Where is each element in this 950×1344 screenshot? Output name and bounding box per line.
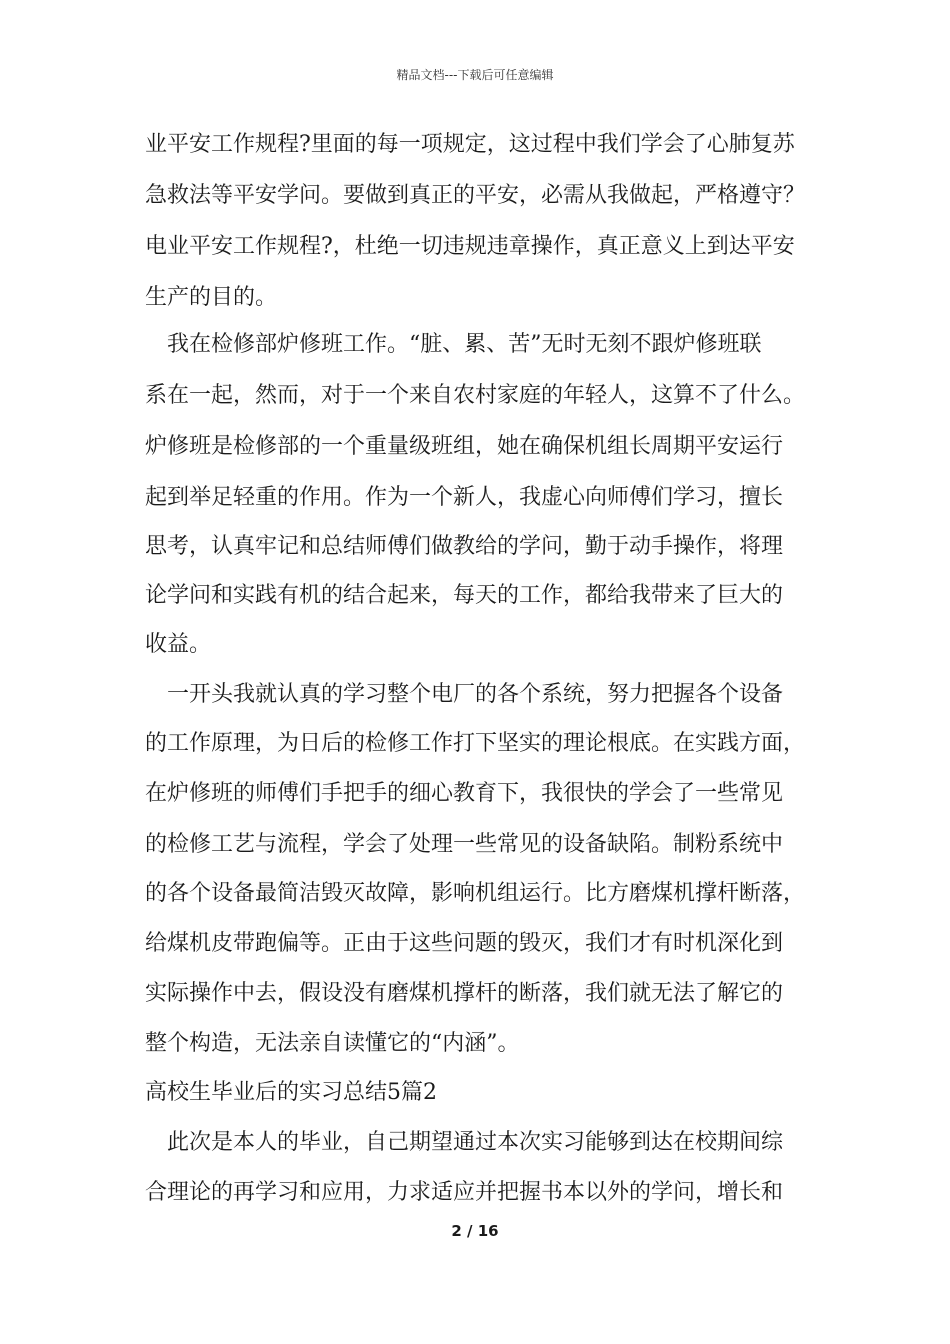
- body-line: 的检修工艺与流程，学会了处理一些常见的设备缺陷。制粉系统中: [145, 832, 784, 857]
- page-number: 2 / 16: [451, 1222, 499, 1240]
- body-line: 整个构造，无法亲自读懂它的“内涵”。: [145, 1031, 520, 1056]
- body-line: 业平安工作规程?里面的每一项规定，这过程中我们学会了心肺复苏: [145, 132, 795, 157]
- body-line: 炉修班是检修部的一个重量级班组，她在确保机组长周期平安运行: [145, 434, 784, 459]
- body-line: 给煤机皮带跑偏等。正由于这些问题的毁灭，我们才有时机深化到: [145, 931, 784, 956]
- body-line: 实际操作中去，假设没有磨煤机撑杆的断落，我们就无法了解它的: [145, 981, 784, 1006]
- body-line: 电业平安工作规程?，杜绝一切违规违章操作，真正意义上到达平安: [145, 234, 795, 259]
- body-line: 思考，认真牢记和总结师傅们做教给的学问，勤于动手操作，将理: [145, 534, 784, 559]
- body-line: 系在一起，然而，对于一个来自农村家庭的年轻人，这算不了什么。: [145, 383, 806, 408]
- body-line: 收益。: [145, 632, 212, 657]
- body-line: 的工作原理，为日后的检修工作打下坚实的理论根底。在实践方面，: [145, 731, 806, 756]
- body-line: 的各个设备最简洁毁灭故障，影响机组运行。比方磨煤机撑杆断落，: [145, 881, 806, 906]
- paragraph-start-line: 此次是本人的毕业，自己期望通过本次实习能够到达在校期间综: [167, 1130, 784, 1155]
- body-line: 急救法等平安学问。要做到真正的平安，必需从我做起，严格遵守？: [145, 183, 806, 208]
- paragraph-start-line: 我在检修部炉修班工作。“脏、累、苦”无时无刻不跟炉修班联: [167, 332, 762, 357]
- body-line: 生产的目的。: [145, 285, 278, 310]
- body-line: 合理论的再学习和应用，力求适应并把握书本以外的学问，增长和: [145, 1180, 784, 1205]
- body-line: 在炉修班的师傅们手把手的细心教育下，我很快的学会了一些常见: [145, 781, 784, 806]
- body-line: 论学问和实践有机的结合起来，每天的工作，都给我带来了巨大的: [145, 583, 784, 608]
- body-line: 起到举足轻重的作用。作为一个新人，我虚心向师傅们学习，擅长: [145, 485, 784, 510]
- page-header: 精品文档---下载后可任意编辑: [396, 68, 554, 82]
- section-heading: 高校生毕业后的实习总结5篇2: [145, 1080, 437, 1105]
- paragraph-start-line: 一开头我就认真的学习整个电厂的各个系统，努力把握各个设备: [167, 682, 784, 707]
